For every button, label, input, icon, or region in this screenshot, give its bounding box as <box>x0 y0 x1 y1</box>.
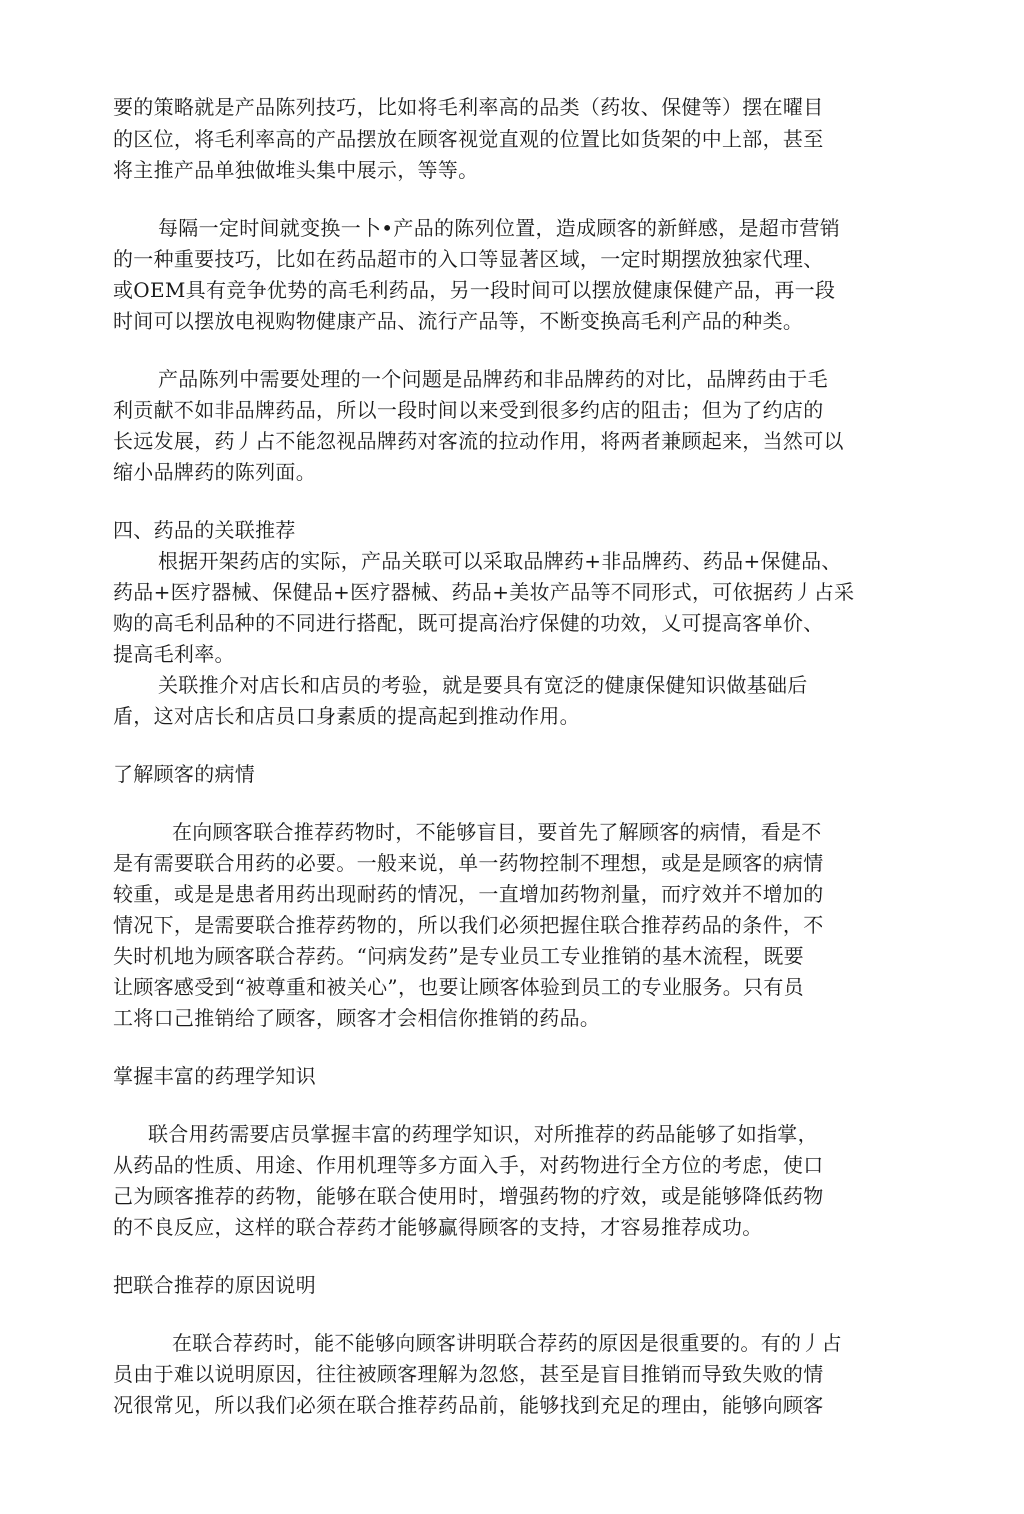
section-heading: 了解顾客的病情 <box>113 762 256 786</box>
text-line: 利贡献不如非品牌药品，所以一段时间以来受到很多约店的阻击；但为了约店的 <box>113 398 824 422</box>
text-line: 缩小品牌药的陈列面。 <box>113 460 316 484</box>
text-line: 的区位，将毛利率高的产品摆放在顾客视觉直观的位置比如货架的中上部，甚至 <box>113 127 824 151</box>
text-line: 时间可以摆放电视购物健康产品、流行产品等，不断变换高毛利产品的种类。 <box>113 309 804 333</box>
text-line: 提高毛利率。 <box>113 642 235 666</box>
text-line: 药品+医疗器械、保健品+医疗器械、药品+美妆产品等不同形式，可依据药丿占采 <box>113 580 855 604</box>
text-line: 或OEM具有竞争优势的高毛利药品，另一段时间可以摆放健康保健产品，再一段 <box>113 278 836 302</box>
section-heading: 四、药品的关联推荐 <box>113 518 296 542</box>
text-line: 让顾客感受到“被尊重和被关心”，也要让顾客体验到员工的专业服务。只有员 <box>113 975 804 999</box>
text-line: 要的策略就是产品陈列技巧，比如将毛利率高的品类（药妆、保健等）摆在曜目 <box>113 95 824 119</box>
text-line: 员由于难以说明原因，往往被顾客理解为忽悠，甚至是盲目推销而导致失败的情 <box>113 1362 824 1386</box>
section-heading: 把联合推荐的原因说明 <box>113 1273 316 1297</box>
text-line: 联合用药需要店员掌握丰富的药理学知识，对所推荐的药品能够了如指掌， <box>148 1122 818 1146</box>
text-line: 根据开架药店的实际，产品关联可以采取品牌药+非品牌药、药品+保健品、 <box>158 549 842 573</box>
text-line: 较重，或是是患者用药出现耐药的情况，一直增加药物剂量，而疗效并不增加的 <box>113 882 824 906</box>
text-line: 在联合荐药时，能不能够向顾客讲明联合荐药的原因是很重要的。有的丿占 <box>172 1331 842 1355</box>
text-line: 产品陈列中需要处理的一个问题是品牌药和非品牌药的对比，品牌药由于毛 <box>158 367 828 391</box>
text-line: 每隔一定时间就变换一卜•产品的陈列位置，造成顾客的新鲜感，是超市营销 <box>158 216 840 240</box>
text-line: 工将口己推销给了顾客，顾客才会相信你推销的药品。 <box>113 1006 601 1030</box>
text-line: 况很常见，所以我们必须在联合推荐药品前，能够找到充足的理由，能够向顾客 <box>113 1393 824 1417</box>
text-line: 情况下，是需要联合推荐药物的，所以我们必须把握住联合推荐药品的条件，不 <box>113 913 824 937</box>
text-line: 从药品的性质、用途、作用机理等多方面入手，对药物进行全方位的考虑，使口 <box>113 1153 824 1177</box>
text-line: 是有需要联合用药的必要。一般来说，单一药物控制不理想，或是是顾客的病情 <box>113 851 824 875</box>
text-line: 购的高毛利品种的不同进行搭配，既可提高治疗保健的功效，乂可提高客单价、 <box>113 611 824 635</box>
text-line: 在向顾客联合推荐药物时，不能够盲目，要首先了解顾客的病情，看是不 <box>172 820 822 844</box>
section-heading: 掌握丰富的药理学知识 <box>113 1064 316 1088</box>
text-line: 关联推介对店长和店员的考验，就是要具有宽泛的健康保健知识做基础后 <box>158 673 808 697</box>
text-line: 盾，这对店长和店员口身素质的提高起到推动作用。 <box>113 704 580 728</box>
text-line: 长远发展，药丿占不能忽视品牌药对客流的拉动作用，将两者兼顾起来，当然可以 <box>113 429 844 453</box>
text-line: 将主推产品单独做堆头集中展示，等等。 <box>113 158 479 182</box>
text-line: 己为顾客推荐的药物，能够在联合使用时，增强药物的疗效，或是能够降低药物 <box>113 1184 824 1208</box>
text-line: 失时机地为顾客联合荐药。“问病发药”是专业员工专业推销的基木流程，既要 <box>113 944 804 968</box>
text-line: 的不良反应，这样的联合荐药才能够赢得顾客的支持，才容易推荐成功。 <box>113 1215 763 1239</box>
text-line: 的一种重要技巧，比如在药品超市的入口等显著区域，一定时期摆放独家代理、 <box>113 247 824 271</box>
